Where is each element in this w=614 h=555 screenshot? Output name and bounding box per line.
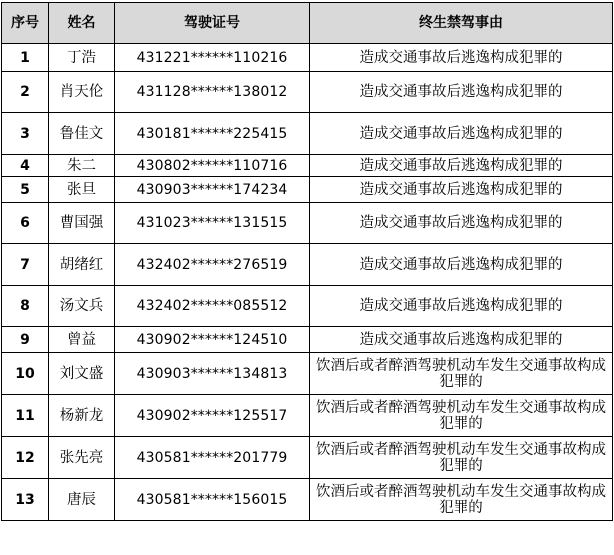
row-index: 3	[2, 113, 49, 155]
row-license: 431221******110216	[115, 44, 310, 72]
table-row	[2, 286, 613, 327]
row-name: 张先亮	[49, 437, 115, 479]
row-index: 7	[2, 244, 49, 286]
row-index: 10	[2, 353, 49, 395]
row-reason: 造成交通事故后逃逸构成犯罪的	[310, 177, 613, 203]
table-row	[2, 244, 613, 286]
row-name: 丁浩	[49, 44, 115, 72]
row-license: 430903******174234	[115, 177, 310, 203]
row-index: 4	[2, 155, 49, 177]
header-license: 驾驶证号	[115, 3, 310, 44]
row-index: 6	[2, 203, 49, 244]
row-license: 432402******276519	[115, 244, 310, 286]
table-row	[2, 177, 613, 203]
driving-ban-table	[1, 2, 613, 521]
header-name: 姓名	[49, 3, 115, 44]
table-body	[2, 44, 613, 521]
table-row	[2, 327, 613, 353]
row-license: 432402******085512	[115, 286, 310, 327]
header-index: 序号	[2, 3, 49, 44]
driving-ban-table-wrapper	[1, 2, 613, 521]
row-license: 430902******125517	[115, 395, 310, 437]
row-reason: 造成交通事故后逃逸构成犯罪的	[310, 286, 613, 327]
table-row	[2, 44, 613, 72]
header-row	[2, 3, 613, 44]
row-license: 430181******225415	[115, 113, 310, 155]
row-name: 朱二	[49, 155, 115, 177]
row-name: 曹国强	[49, 203, 115, 244]
row-index: 8	[2, 286, 49, 327]
row-license: 431128******138012	[115, 72, 310, 113]
row-reason: 造成交通事故后逃逸构成犯罪的	[310, 327, 613, 353]
row-name: 张旦	[49, 177, 115, 203]
row-reason: 造成交通事故后逃逸构成犯罪的	[310, 44, 613, 72]
row-index: 5	[2, 177, 49, 203]
row-name: 刘文盛	[49, 353, 115, 395]
row-reason: 饮酒后或者醉酒驾驶机动车发生交通事故构成犯罪的	[310, 479, 613, 521]
row-reason: 饮酒后或者醉酒驾驶机动车发生交通事故构成犯罪的	[310, 353, 613, 395]
row-reason: 饮酒后或者醉酒驾驶机动车发生交通事故构成犯罪的	[310, 437, 613, 479]
row-name: 肖天伦	[49, 72, 115, 113]
row-license: 430581******201779	[115, 437, 310, 479]
row-name: 曾益	[49, 327, 115, 353]
row-index: 11	[2, 395, 49, 437]
row-reason: 造成交通事故后逃逸构成犯罪的	[310, 155, 613, 177]
table-row	[2, 395, 613, 437]
table-row	[2, 479, 613, 521]
header-reason: 终生禁驾事由	[310, 3, 613, 44]
row-name: 杨新龙	[49, 395, 115, 437]
row-license: 430902******124510	[115, 327, 310, 353]
table-row	[2, 203, 613, 244]
table-row	[2, 155, 613, 177]
table-header	[2, 3, 613, 44]
table-row	[2, 353, 613, 395]
row-reason: 造成交通事故后逃逸构成犯罪的	[310, 113, 613, 155]
row-index: 12	[2, 437, 49, 479]
row-index: 13	[2, 479, 49, 521]
table-row	[2, 113, 613, 155]
row-index: 9	[2, 327, 49, 353]
row-license: 431023******131515	[115, 203, 310, 244]
row-name: 鲁佳文	[49, 113, 115, 155]
table-row	[2, 72, 613, 113]
row-name: 汤文兵	[49, 286, 115, 327]
row-reason: 饮酒后或者醉酒驾驶机动车发生交通事故构成犯罪的	[310, 395, 613, 437]
row-reason: 造成交通事故后逃逸构成犯罪的	[310, 203, 613, 244]
table-row	[2, 437, 613, 479]
row-name: 唐辰	[49, 479, 115, 521]
row-name: 胡绪红	[49, 244, 115, 286]
row-license: 430903******134813	[115, 353, 310, 395]
row-license: 430802******110716	[115, 155, 310, 177]
row-reason: 造成交通事故后逃逸构成犯罪的	[310, 244, 613, 286]
row-index: 1	[2, 44, 49, 72]
row-license: 430581******156015	[115, 479, 310, 521]
row-reason: 造成交通事故后逃逸构成犯罪的	[310, 72, 613, 113]
row-index: 2	[2, 72, 49, 113]
